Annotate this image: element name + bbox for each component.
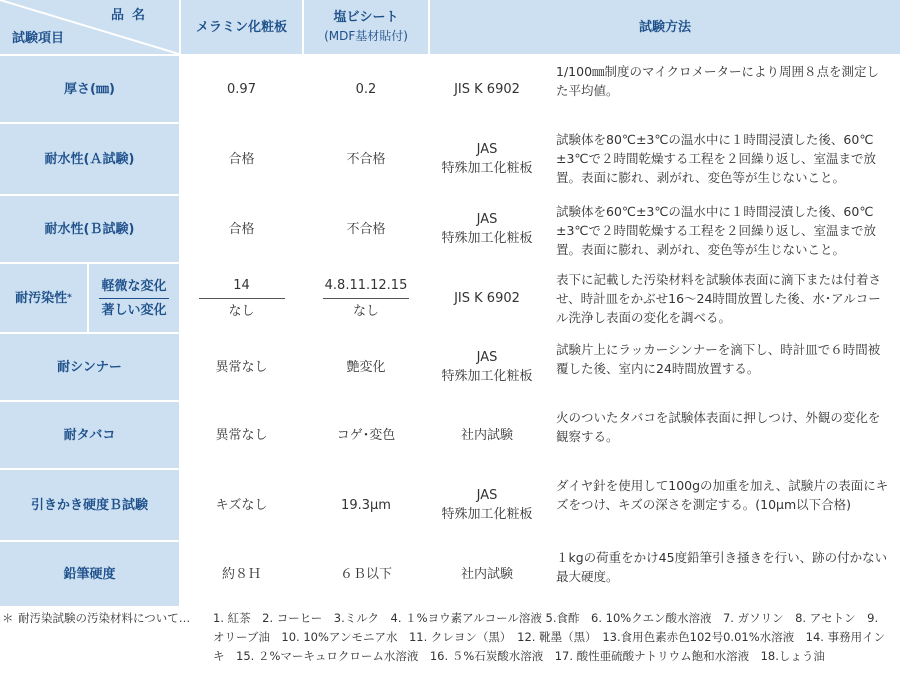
method-text: 試験体を60℃±3℃の温水中に１時間浸漬した後、60℃±3℃で２時間乾燥する工程を２回繰り返し、室温まで放置。表面に膨れ、剥がれ、変色等が生じないこと。 <box>546 196 900 262</box>
table-row <box>0 264 900 332</box>
standard-line1: JAS <box>476 212 498 227</box>
melamine-value: 約８Ｈ <box>181 542 302 606</box>
standard-line2: 特殊加工化粧板 <box>441 161 533 176</box>
divider <box>323 298 409 299</box>
corner-top-label: 品名 <box>110 8 153 23</box>
melamine-value <box>181 264 302 332</box>
col-header-pvc <box>304 0 428 54</box>
footnote-body: 1. 紅茶 2. コーヒー 3.ミルク 4. １%ヨウ素アルコール溶液 5.食酢 6. 10%クエン酸水溶液 7. ガソリン 8. アセトン 9. オリーブ油 10. 10%アンモニア水 11. クレヨン（黒） 12. 靴墨（黒） 13.食用色素赤色102号0.01%水溶液 14. 事務用インキ 15. ２%マーキュロクローム水溶液 16. ５%石炭酸水溶液 17. 酸性亜硫酸ナトリウム飽和水溶液 18.しょう油 <box>213 611 886 663</box>
method-text: １kgの荷重をかけ45度鉛筆引き掻きを行い、跡の付かない最大硬度。 <box>546 542 900 606</box>
row-item-label: 耐水性(Ａ試験) <box>0 124 179 194</box>
melamine-value: 合格 <box>181 124 302 194</box>
standard-value <box>430 470 544 540</box>
row-item-label: 耐タバコ <box>0 402 179 468</box>
pvc-minor-value: 4.8.11.12.15 <box>324 277 408 293</box>
col-header-melamine: メラミン化粧板 <box>181 0 302 54</box>
standard-line1: JAS <box>476 142 498 157</box>
standard-value <box>430 334 544 400</box>
row-item-label <box>0 264 87 332</box>
standard-value: 社内試験 <box>430 542 544 606</box>
melamine-major-value: なし <box>228 303 255 319</box>
divider <box>199 298 285 299</box>
pvc-value: 不合格 <box>304 124 428 194</box>
standard-value: JIS K 6902 <box>430 264 544 332</box>
melamine-value: キズなし <box>181 470 302 540</box>
table-row <box>0 542 900 606</box>
standard-line2: 特殊加工化粧板 <box>441 231 533 246</box>
table-row <box>0 124 900 194</box>
row-item-label: 耐シンナー <box>0 334 179 400</box>
pvc-value: ６Ｂ以下 <box>304 542 428 606</box>
pvc-value <box>304 264 428 332</box>
standard-line1: JAS <box>476 350 498 365</box>
method-text: 1/100㎜制度のマイクロメーターにより周囲８点を測定した平均値。 <box>546 56 900 122</box>
footnote-mark: * <box>67 292 72 303</box>
standard-line2: 特殊加工化粧板 <box>441 369 533 384</box>
method-text: 表下に記載した汚染材料を試験体表面に滴下または付着させ、時計皿をかぶせ16〜24時間放置した後、水･アルコール洗浄し表面の変化を調べる。 <box>546 264 900 332</box>
table-row <box>0 56 900 122</box>
divider <box>99 298 169 299</box>
pvc-value: 0.2 <box>304 56 428 122</box>
table-row <box>0 334 900 400</box>
method-text: 試験体を80℃±3℃の温水中に１時間浸漬した後、60℃±3℃で２時間乾燥する工程を２回繰り返し、室温まで放置。表面に膨れ、剥がれ、変色等が生じないこと。 <box>546 124 900 194</box>
pvc-value: コゲ･変色 <box>304 402 428 468</box>
table-header-row <box>0 0 900 54</box>
pvc-value: 艶変化 <box>304 334 428 400</box>
standard-value: JIS K 6902 <box>430 56 544 122</box>
col-header-method: 試験方法 <box>430 0 900 54</box>
pvc-value: 不合格 <box>304 196 428 262</box>
table-row <box>0 196 900 262</box>
corner-header-cell <box>0 0 179 54</box>
row-item-label: 厚さ(㎜) <box>0 56 179 122</box>
standard-line2: 特殊加工化粧板 <box>441 507 533 522</box>
stain-major-label: 著しい変化 <box>101 302 167 318</box>
melamine-value: 異常なし <box>181 334 302 400</box>
col-header-pvc-line2: (MDF基材貼付) <box>324 29 408 43</box>
stain-subcategory <box>89 264 179 332</box>
stain-minor-label: 軽微な変化 <box>101 278 167 294</box>
row-item-label: 耐水性(Ｂ試験) <box>0 196 179 262</box>
footnote-lead: 耐汚染試験の汚染材料について… <box>18 611 191 625</box>
pvc-major-value: なし <box>352 303 379 319</box>
row-item-text: 耐汚染性 <box>15 290 68 306</box>
melamine-minor-value: 14 <box>233 277 250 293</box>
row-item-label: 鉛筆硬度 <box>0 542 179 606</box>
method-text: 火のついたタバコを試験体表面に押しつけ、外観の変化を観察する。 <box>546 402 900 468</box>
footnote-mark: ＊ <box>2 611 14 625</box>
melamine-value: 0.97 <box>181 56 302 122</box>
table-row <box>0 470 900 540</box>
col-header-pvc-line1: 塩ビシート <box>333 10 399 25</box>
method-text: ダイヤ針を使用して100gの加重を加え、試験片の表面にキズをつけ、キズの深さを測定する。(10μm以下合格) <box>546 470 900 540</box>
melamine-value: 異常なし <box>181 402 302 468</box>
pvc-value: 19.3μm <box>304 470 428 540</box>
standard-value <box>430 196 544 262</box>
row-item-label: 引きかき硬度Ｂ試験 <box>0 470 179 540</box>
method-text: 試験片上にラッカーシンナーを滴下し、時計皿で６時間被覆した後、室内に24時間放置する。 <box>546 334 900 400</box>
table-row <box>0 402 900 468</box>
standard-value <box>430 124 544 194</box>
corner-bottom-label: 試験項目 <box>12 31 65 46</box>
standard-value: 社内試験 <box>430 402 544 468</box>
melamine-value: 合格 <box>181 196 302 262</box>
standard-line1: JAS <box>476 488 498 503</box>
